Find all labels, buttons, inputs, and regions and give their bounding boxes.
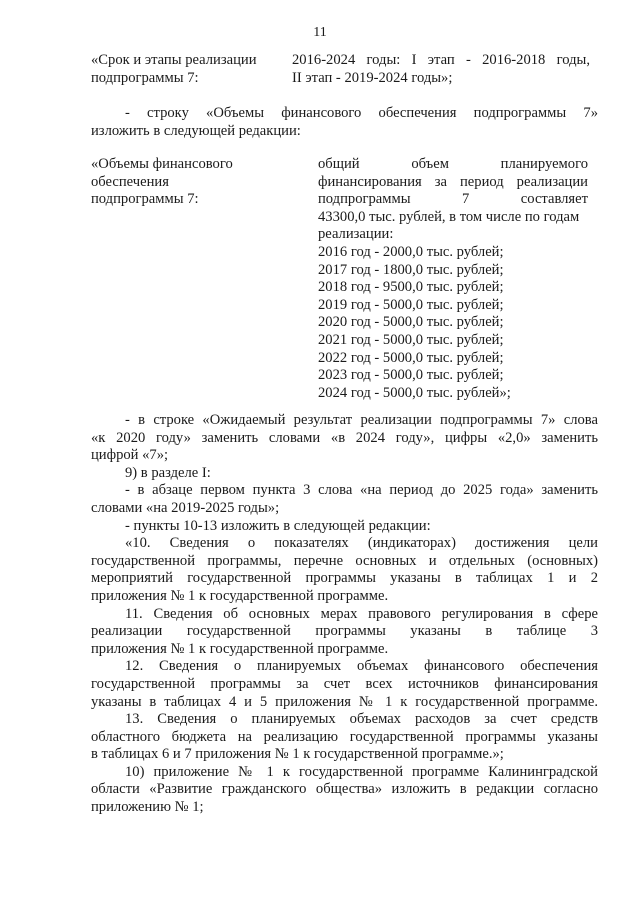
body-text [91,412,598,817]
paragraph-line: «к 2020 году» заменить словами «в 2024 году», цифры «2,0» заменить [91,429,598,446]
term-value-line: 2016-2024 годы: I этап - 2016-2018 годы, [292,52,590,68]
funding-year-line: 2020 год - 5000,0 тыс. рублей; [318,314,504,331]
paragraph-line: - строку «Объемы финансового обеспечения подпрограммы 7» [125,105,598,121]
paragraph-line: 11. Сведения об основных мерах правового регулирования в сфере [125,605,598,622]
paragraph-line: изложить в следующей редакции: [91,122,301,139]
term-label-line: подпрограммы 7: [91,69,199,86]
funding-year-line: 2018 год - 9500,0 тыс. рублей; [318,279,504,296]
paragraph-line: приложению № 1; [91,799,204,816]
intro-paragraph [91,105,598,140]
funding-year-line: 2016 год - 2000,0 тыс. рублей; [318,243,504,260]
term-label [91,52,257,87]
funding-label [91,156,233,209]
funding-label-line: «Объемы финансового [91,156,233,172]
paragraph-line: - в абзаце первом пункта 3 слова «на период до 2025 года» заменить [125,482,598,499]
paragraph-line: указаны в таблицах 4 и 5 приложения № 1 к государственной программе. [91,693,598,710]
funding-value-line: подпрограммы 7 составляет [318,191,588,208]
paragraph-line: - в строке «Ожидаемый результат реализации подпрограммы 7» слова [125,412,598,428]
funding-value-line: общий объем планируемого [318,156,588,172]
paragraph-line: государственной программы, перечне основных и отдельных (основных) [91,552,598,569]
paragraph-line: 9) в разделе I: [125,464,211,481]
funding-value-line: финансирования за период реализации [318,173,588,190]
term-value [292,52,590,87]
funding-value-line: реализации: [318,226,394,243]
paragraph-line: приложения № 1 к государственной программе. [91,640,389,657]
funding-value-line: 43300,0 тыс. рублей, в том числе по годам [318,208,580,225]
paragraph-line: - пункты 10-13 изложить в следующей редакции: [125,517,431,534]
page-number: 11 [313,25,327,40]
paragraph-line: приложения № 1 к государственной программе. [91,587,389,604]
paragraph-line: цифрой «7»; [91,447,169,464]
paragraph-line: области «Развитие гражданского общества» изложить в редакции согласно [91,781,598,798]
paragraph-line: «10. Сведения о показателях (индикаторах) достижения цели [125,535,598,552]
paragraph-line: государственной программы за счет всех источников финансирования [91,675,598,692]
paragraph-line: в таблицах 6 и 7 приложения № 1 к государственной программе.»; [91,746,504,763]
funding-year-line: 2022 год - 5000,0 тыс. рублей; [318,349,504,366]
paragraph-line: 12. Сведения о планируемых объемах финансового обеспечения [125,658,598,675]
paragraph-line: 10) приложение № 1 к государственной программе Калининградской [125,763,598,780]
paragraph-line: реализации государственной программы указаны в таблице 3 [91,623,598,640]
funding-year-line: 2019 год - 5000,0 тыс. рублей; [318,296,504,313]
funding-year-line: 2024 год - 5000,0 тыс. рублей»; [318,384,511,401]
paragraph-line: 13. Сведения о планируемых объемах расходов за счет средств [125,711,598,728]
funding-label-line: обеспечения [91,173,169,190]
term-value-line: II этап - 2019-2024 годы»; [292,69,453,86]
funding-label-line: подпрограммы 7: [91,191,199,208]
paragraph-line: мероприятий государственной программы указаны в таблицах 1 и 2 [91,570,598,587]
paragraph-line: словами «на 2019-2025 годы»; [91,499,280,516]
funding-value [318,156,588,402]
funding-year-line: 2021 год - 5000,0 тыс. рублей; [318,331,504,348]
term-label-line: «Срок и этапы реализации [91,52,257,68]
funding-year-line: 2023 год - 5000,0 тыс. рублей; [318,367,504,384]
funding-year-line: 2017 год - 1800,0 тыс. рублей; [318,261,504,278]
paragraph-line: областного бюджета на реализацию государственной программы указаны [91,728,598,745]
